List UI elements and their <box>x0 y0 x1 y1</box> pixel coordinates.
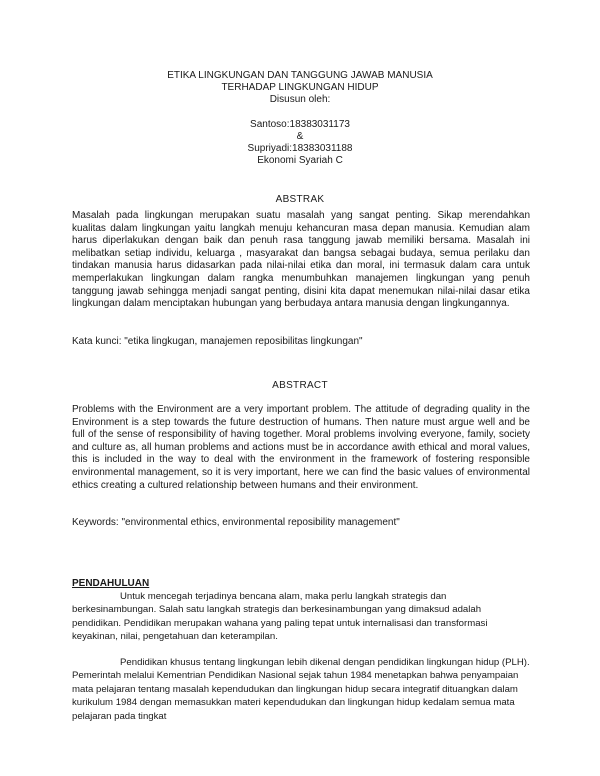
abstract-heading: ABSTRACT <box>272 380 328 391</box>
title-line-1: ETIKA LINGKUNGAN DAN TANGGUNG JAWAB MANUSIA <box>167 70 433 81</box>
affiliation: Ekonomi Syariah C <box>257 155 343 167</box>
author-1: Santoso:18383031173 <box>250 118 350 130</box>
author-2: Supriyadi:18383031188 <box>247 143 353 155</box>
abstract-text: Problems with the Environment are a very important problem. The attitude of degrading quality in the Environment is a step towards the future destruction of humans. Then nature must argue well and be full of the sense of responsibility of having together. Moral problems involving everyone, family, society and culture as, all human problems and actions must be in accordance awith ethical and moral values, this is included in the way to deal with the environment in the framework of fostering responsible environmental management, so it is very important, here we can find the basic values of environmental ethics creating a cultured relationship between humans and their environment. <box>72 404 530 491</box>
abstrak-keywords: Kata kunci: "etika lingkugan, manajemen reposibilitas lingkungan" <box>72 336 363 347</box>
pendahuluan-p1-text: Untuk mencegah terjadinya bencana alam, maka perlu langkah strategis dan berkesinambungan. Salah satu langkah strategis dan berkesinambungan yang dimaksud adalah pendidikan. Pendidikan merupakan wahana yang paling tepat untuk internalisasi dan transformasi keyakinan, nilai, pengetahuan dan keterampilan. <box>72 591 488 643</box>
pendahuluan-p2-text: Pendidikan khusus tentang lingkungan lebih dikenal dengan pendidikan lingkungan hidup (PLH). Pemerintah melalui Kementrian Pendidikan Nasional sejak tahun 1984 menetapkan bahwa penyampaian mata pelajaran tentang masalah kependudukan dan lingkungan hidup secara integratif dituangkan dalam kurikulum 1984 dengan memasukkan materi kependudukan dan lingkungan hidup kedalam semua mata pelajaran pada tingkat <box>72 657 530 722</box>
title-block <box>0 70 600 167</box>
pendahuluan-paragraph-2 <box>72 656 530 723</box>
ampersand: & <box>296 130 304 142</box>
pendahuluan-paragraph-1 <box>72 590 530 644</box>
abstrak-heading: ABSTRAK <box>275 194 325 205</box>
authored-by: Disusun oleh: <box>269 94 331 106</box>
abstrak-text: Masalah pada lingkungan merupakan suatu masalah yang sangat penting. Sikap merendahkan kualitas dalam lingkungan yaitu langkah menuju kehancuran masa depan manusia. Kemudian alam harus diperlakukan dengan baik dan penuh rasa tanggung jawab memiliki bersama. Masalah ini melibatkan setiap individu, keluarga , masyarakat dan bangsa sebagai budaya, semua perilaku dan tindakan manusia harus didasarkan pada nilai-nilai etika dan moral, ini termasuk dalam cara untuk memperlakukan lingkungan dalam rangka menumbuhkan manajemen lingkungan yang penuh tanggung jawab sehingga menjadi sangat penting, disini kita dapat menemukan nilai-nilai dasar etika lingkungan dalam menciptakan hubungan yang berbudaya antara manusia dengan lingkungannya. <box>72 210 530 310</box>
abstract-keywords: Keywords: "environmental ethics, environmental reposibility management" <box>72 517 400 528</box>
title-line-2: TERHADAP LINGKUNGAN HIDUP <box>221 82 379 94</box>
pendahuluan-heading: PENDAHULUAN <box>72 578 150 589</box>
